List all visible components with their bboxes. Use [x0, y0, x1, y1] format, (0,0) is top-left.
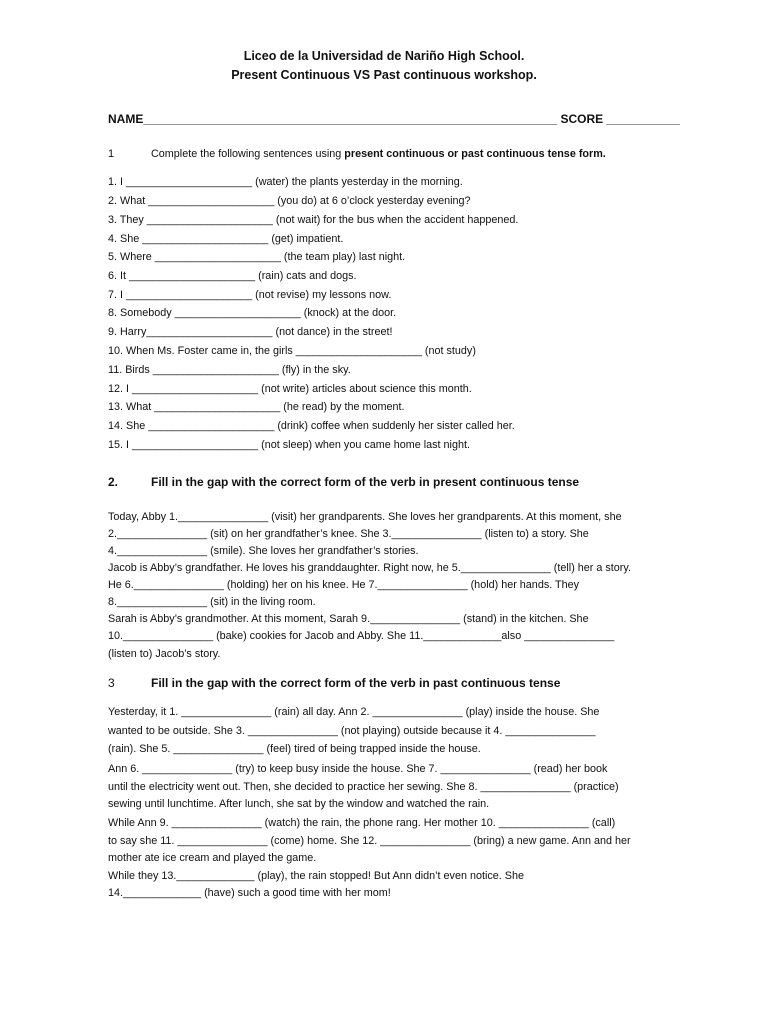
- section3-title: Fill in the gap with the correct form of the verb in past continuous tense: [151, 676, 561, 690]
- exercise-1-item: 13. What _____________________ (he read) by the moment.: [108, 401, 405, 413]
- section1-instruction: [151, 148, 606, 160]
- exercise-1-item: 7. I _____________________ (not revise) my lessons now.: [108, 289, 392, 301]
- name-score-line: NAME______________________________________________________________ SCORE ___________: [108, 112, 680, 126]
- section3-line: Yesterday, it 1. _______________ (rain) all day. Ann 2. _______________ (play) inside the house. She: [108, 706, 600, 718]
- section2-line: 4._______________ (smile). She loves her grandfather’s stories.: [108, 545, 419, 557]
- section1-instruction-bold: present continuous or past continuous tense form.: [344, 148, 606, 160]
- section3-line: While they 13._____________ (play), the rain stopped! But Ann didn’t even notice. She: [108, 870, 524, 882]
- section3-line: mother ate ice cream and played the game.: [108, 852, 317, 864]
- section3-line: wanted to be outside. She 3. _______________ (not playing) outside because it 4. _______________: [108, 725, 596, 737]
- section3-line: Ann 6. _______________ (try) to keep busy inside the house. She 7. _______________ (read) her book: [108, 763, 608, 775]
- section3-line: sewing until lunchtime. After lunch, she sat by the window and watched the rain.: [108, 798, 490, 810]
- exercise-1-item: 4. She _____________________ (get) impatient.: [108, 233, 344, 245]
- exercise-1-item: 3. They _____________________ (not wait) for the bus when the accident happened.: [108, 214, 519, 226]
- section2-line: 10._______________ (bake) cookies for Jacob and Abby. She 11._____________also _______________: [108, 630, 615, 642]
- exercise-1-item: 9. Harry_____________________ (not dance) in the street!: [108, 326, 393, 338]
- section2-line: (listen to) Jacob’s story.: [108, 648, 221, 660]
- exercise-1-item: 2. What _____________________ (you do) at 6 o’clock yesterday evening?: [108, 195, 471, 207]
- section2-line: 8._______________ (sit) in the living room.: [108, 596, 316, 608]
- section3-number: 3: [108, 676, 115, 690]
- section2-line: Sarah is Abby’s grandmother. At this moment, Sarah 9._______________ (stand) in the kitchen. She: [108, 613, 589, 625]
- exercise-1-item: 8. Somebody _____________________ (knock) at the door.: [108, 307, 397, 319]
- section2-line: Today, Abby 1._______________ (visit) her grandparents. She loves her grandparents. At this moment, she: [108, 511, 622, 523]
- section2-line: 2._______________ (sit) on her grandfather’s knee. She 3._______________ (listen to) a story. She: [108, 528, 589, 540]
- section3-line: until the electricity went out. Then, she decided to practice her sewing. She 8. _______________ (practice): [108, 781, 619, 793]
- exercise-1-item: 14. She _____________________ (drink) coffee when suddenly her sister called her.: [108, 420, 515, 432]
- section1-number: 1: [108, 148, 115, 160]
- exercise-1-item: 6. It _____________________ (rain) cats and dogs.: [108, 270, 357, 282]
- section3-line: to say she 11. _______________ (come) home. She 12. _______________ (bring) a new game. Ann and her: [108, 835, 631, 847]
- section3-line: (rain). She 5. _______________ (feel) tired of being trapped inside the house.: [108, 743, 481, 755]
- school-title: Liceo de la Universidad de Nariño High School.: [243, 49, 525, 63]
- exercise-1-item: 5. Where _____________________ (the team play) last night.: [108, 251, 406, 263]
- section2-line: He 6._______________ (holding) her on his knee. He 7._______________ (hold) her hands. They: [108, 579, 580, 591]
- section2-line: Jacob is Abby’s grandfather. He loves his granddaughter. Right now, he 5._______________ (tell) her a story.: [108, 562, 631, 574]
- exercise-1-item: 11. Birds _____________________ (fly) in the sky.: [108, 364, 351, 376]
- exercise-1-item: 12. I _____________________ (not write) articles about science this month.: [108, 383, 472, 395]
- section2-number: 2.: [108, 475, 119, 489]
- section3-line: 14._____________ (have) such a good time with her mom!: [108, 887, 391, 899]
- section3-line: While Ann 9. _______________ (watch) the rain, the phone rang. Her mother 10. _______________ (call): [108, 817, 616, 829]
- exercise-1-item: 10. When Ms. Foster came in, the girls _____________________ (not study): [108, 345, 476, 357]
- section1-instruction-prefix: Complete the following sentences using: [151, 148, 345, 160]
- exercise-1-item: 1. I _____________________ (water) the plants yesterday in the morning.: [108, 176, 463, 188]
- workshop-title: Present Continuous VS Past continuous workshop.: [231, 68, 537, 82]
- worksheet-header: [0, 47, 768, 85]
- exercise-1-item: 15. I _____________________ (not sleep) when you came home last night.: [108, 439, 470, 451]
- section2-title: Fill in the gap with the correct form of the verb in present continuous tense: [151, 475, 580, 489]
